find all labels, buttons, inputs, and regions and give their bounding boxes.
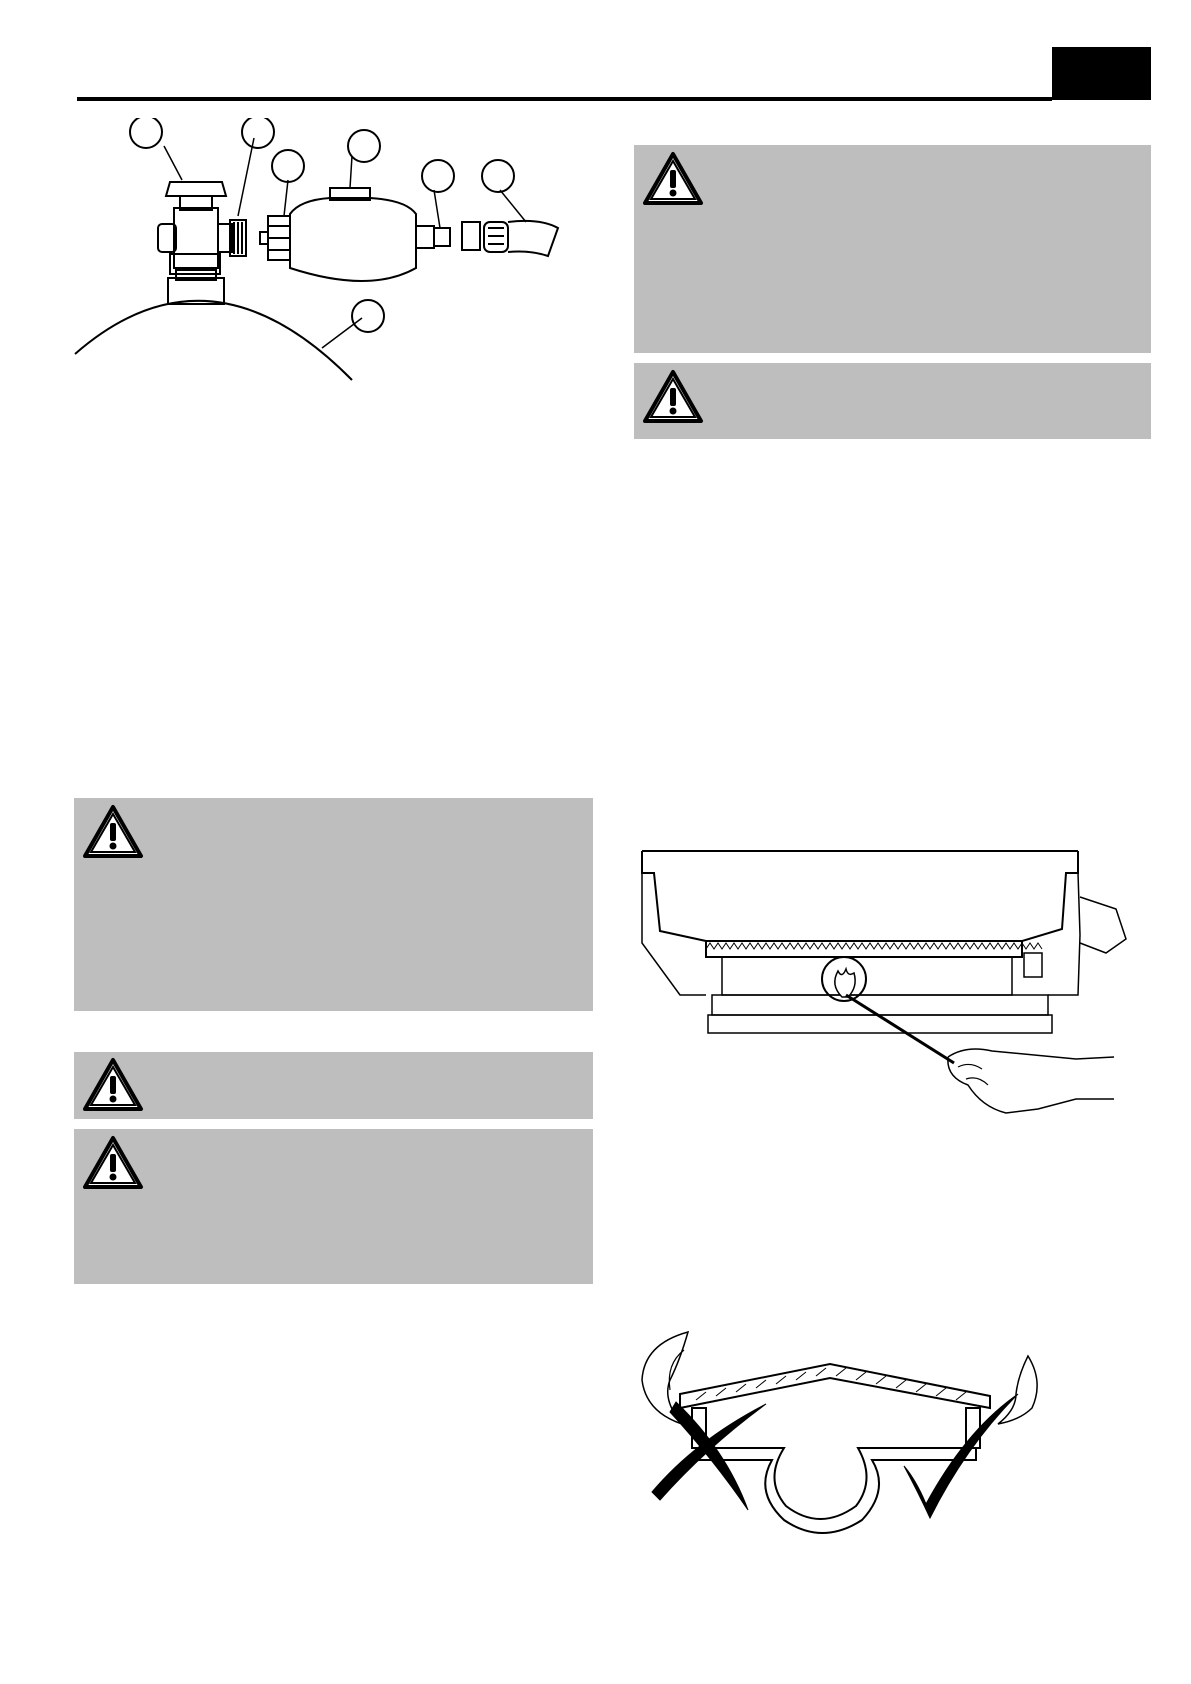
flame-right-icon	[998, 1356, 1037, 1424]
callout-circle	[348, 130, 380, 162]
match-icon	[846, 995, 954, 1063]
hose-icon	[508, 221, 558, 256]
gas-cylinder-icon	[75, 301, 352, 380]
burner-cover-icon	[680, 1364, 990, 1408]
callout-circle	[352, 300, 384, 332]
flame-icon	[835, 969, 855, 997]
warning-triangle-icon	[82, 804, 144, 860]
callout-circle	[272, 150, 304, 182]
warning-box-left-large	[74, 798, 593, 1011]
page-number-tab	[1052, 47, 1151, 100]
ignition-diagram	[636, 845, 1136, 1130]
warning-triangle-icon	[642, 151, 704, 207]
flame-check-diagram	[636, 1320, 1056, 1570]
header-rule	[77, 97, 1052, 101]
regulator-icon	[290, 198, 416, 281]
hose-clip-icon	[462, 222, 480, 250]
warning-box-left-small	[74, 1052, 593, 1119]
warning-box-left-medium	[74, 1129, 593, 1284]
callout-circle	[130, 118, 162, 148]
callout-circle	[242, 118, 274, 148]
warning-triangle-icon	[82, 1057, 144, 1113]
valve-body-icon	[174, 208, 218, 268]
gas-connection-diagram	[70, 118, 570, 390]
callout-circle	[482, 160, 514, 192]
warning-box-right-small	[634, 363, 1151, 439]
warning-triangle-icon	[82, 1135, 144, 1191]
control-knob-icon	[1080, 897, 1126, 953]
callout-circle	[422, 160, 454, 192]
warning-triangle-icon	[642, 369, 704, 425]
hose-nozzle-icon	[434, 228, 450, 246]
hand-icon	[948, 1049, 1114, 1113]
valve-handle-icon	[166, 182, 226, 196]
warning-box-right-top	[634, 145, 1151, 353]
